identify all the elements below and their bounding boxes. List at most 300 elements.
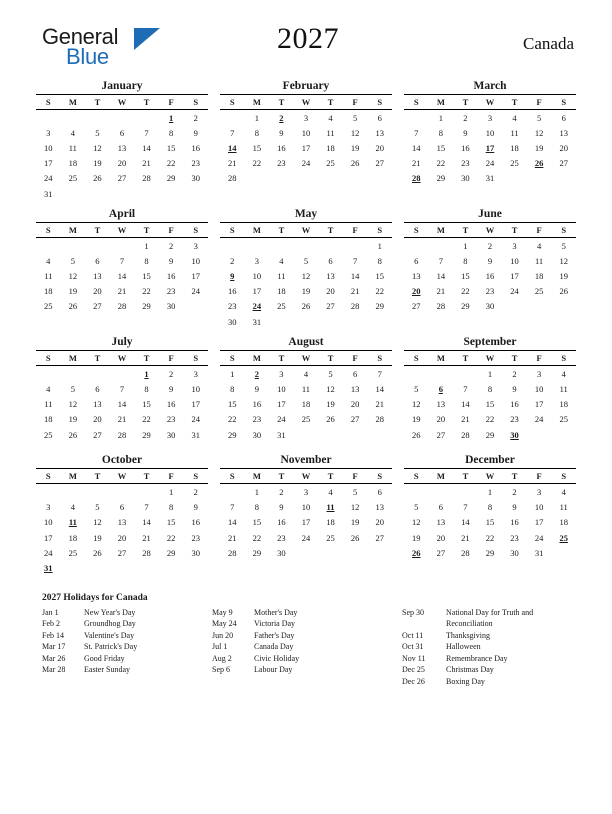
- calendar-day[interactable]: 28: [117, 429, 127, 440]
- calendar-day[interactable]: 21: [117, 286, 127, 297]
- calendar-day[interactable]: 28: [436, 301, 446, 312]
- calendar-day[interactable]: 31: [44, 188, 53, 199]
- calendar-day[interactable]: 12: [93, 142, 102, 153]
- calendar-day[interactable]: 18: [326, 517, 335, 528]
- calendar-day-holiday[interactable]: 20: [412, 286, 421, 297]
- calendar-day[interactable]: 27: [117, 173, 127, 184]
- calendar-day[interactable]: 14: [142, 517, 151, 528]
- calendar-day[interactable]: 20: [93, 286, 102, 297]
- calendar-day[interactable]: 25: [277, 301, 286, 312]
- calendar-day[interactable]: 24: [301, 532, 311, 543]
- calendar-day[interactable]: 10: [252, 271, 262, 282]
- calendar-day[interactable]: 17: [44, 158, 53, 169]
- calendar-day[interactable]: 7: [438, 255, 443, 266]
- calendar-day[interactable]: 27: [350, 414, 360, 425]
- calendar-day[interactable]: 9: [487, 255, 493, 266]
- calendar-day[interactable]: 21: [461, 532, 470, 543]
- calendar-day[interactable]: 1: [463, 240, 468, 251]
- calendar-day-holiday[interactable]: 26: [412, 547, 421, 558]
- calendar-day[interactable]: 17: [277, 399, 286, 410]
- calendar-day[interactable]: 28: [461, 547, 470, 558]
- calendar-day[interactable]: 28: [350, 301, 360, 312]
- calendar-day[interactable]: 2: [463, 112, 468, 123]
- calendar-day[interactable]: 25: [559, 414, 568, 425]
- calendar-day[interactable]: 15: [142, 399, 151, 410]
- calendar-day[interactable]: 9: [254, 384, 259, 395]
- calendar-day[interactable]: 13: [93, 399, 102, 410]
- calendar-day[interactable]: 10: [191, 384, 200, 395]
- calendar-day[interactable]: 20: [375, 517, 384, 528]
- calendar-day[interactable]: 5: [70, 384, 75, 395]
- calendar-day[interactable]: 24: [485, 158, 495, 169]
- calendar-day[interactable]: 19: [68, 286, 78, 297]
- calendar-day[interactable]: 13: [326, 271, 335, 282]
- calendar-day[interactable]: 4: [279, 255, 284, 266]
- calendar-day[interactable]: 14: [117, 399, 127, 410]
- calendar-day[interactable]: 9: [168, 384, 174, 395]
- calendar-day[interactable]: 21: [117, 414, 127, 425]
- calendar-day[interactable]: 27: [93, 429, 102, 440]
- calendar-day[interactable]: 24: [191, 414, 200, 425]
- calendar-day[interactable]: 4: [536, 240, 542, 251]
- calendar-day-holiday[interactable]: 6: [438, 384, 443, 395]
- calendar-day[interactable]: 2: [512, 486, 517, 497]
- calendar-day[interactable]: 6: [414, 255, 419, 266]
- calendar-day[interactable]: 11: [535, 255, 544, 266]
- calendar-day[interactable]: 19: [326, 399, 335, 410]
- calendar-day[interactable]: 19: [93, 532, 102, 543]
- calendar-day[interactable]: 26: [350, 158, 360, 169]
- calendar-day[interactable]: 24: [534, 414, 544, 425]
- calendar-day[interactable]: 19: [559, 271, 568, 282]
- calendar-day[interactable]: 22: [461, 286, 470, 297]
- calendar-day[interactable]: 15: [436, 142, 446, 153]
- calendar-day[interactable]: 29: [142, 429, 151, 440]
- calendar-day[interactable]: 11: [559, 502, 568, 513]
- calendar-day[interactable]: 8: [487, 502, 493, 513]
- calendar-day[interactable]: 20: [436, 532, 446, 543]
- calendar-day[interactable]: 4: [512, 112, 517, 123]
- calendar-day[interactable]: 7: [352, 255, 358, 266]
- calendar-day[interactable]: 13: [412, 271, 421, 282]
- calendar-day[interactable]: 27: [375, 158, 384, 169]
- calendar-day[interactable]: 16: [252, 399, 262, 410]
- calendar-day[interactable]: 4: [46, 255, 51, 266]
- calendar-day[interactable]: 29: [228, 429, 237, 440]
- calendar-day[interactable]: 26: [301, 301, 311, 312]
- calendar-day[interactable]: 26: [350, 532, 360, 543]
- calendar-day[interactable]: 9: [168, 255, 174, 266]
- calendar-day[interactable]: 28: [142, 547, 151, 558]
- calendar-day[interactable]: 25: [68, 173, 78, 184]
- calendar-day-holiday[interactable]: 31: [44, 562, 53, 573]
- calendar-day[interactable]: 20: [117, 532, 127, 543]
- calendar-day[interactable]: 17: [44, 532, 53, 543]
- calendar-day[interactable]: 15: [252, 142, 262, 153]
- calendar-day-holiday[interactable]: 26: [534, 158, 544, 169]
- calendar-day[interactable]: 7: [230, 502, 235, 513]
- calendar-day[interactable]: 29: [485, 547, 495, 558]
- calendar-day[interactable]: 12: [534, 127, 544, 138]
- calendar-day[interactable]: 5: [561, 240, 566, 251]
- calendar-day[interactable]: 10: [191, 255, 200, 266]
- calendar-day[interactable]: 6: [352, 368, 358, 379]
- calendar-day[interactable]: 13: [375, 127, 384, 138]
- calendar-day[interactable]: 8: [230, 384, 235, 395]
- calendar-day[interactable]: 26: [559, 286, 568, 297]
- calendar-day[interactable]: 26: [326, 414, 335, 425]
- calendar-day[interactable]: 2: [168, 240, 174, 251]
- calendar-day[interactable]: 7: [377, 368, 382, 379]
- calendar-day-holiday[interactable]: 2: [254, 368, 259, 379]
- calendar-day[interactable]: 20: [326, 286, 335, 297]
- calendar-day[interactable]: 10: [44, 517, 53, 528]
- calendar-day[interactable]: 13: [436, 399, 446, 410]
- calendar-day[interactable]: 19: [93, 158, 102, 169]
- calendar-day[interactable]: 23: [277, 158, 286, 169]
- calendar-day[interactable]: 1: [168, 486, 174, 497]
- calendar-day[interactable]: 1: [144, 240, 149, 251]
- calendar-day[interactable]: 21: [142, 532, 151, 543]
- calendar-day[interactable]: 24: [534, 532, 544, 543]
- calendar-day[interactable]: 3: [487, 112, 493, 123]
- calendar-day[interactable]: 8: [487, 384, 493, 395]
- calendar-day[interactable]: 3: [303, 112, 309, 123]
- calendar-day[interactable]: 22: [252, 532, 262, 543]
- calendar-day[interactable]: 22: [166, 158, 176, 169]
- calendar-day[interactable]: 11: [559, 384, 568, 395]
- calendar-day[interactable]: 5: [536, 112, 542, 123]
- calendar-day[interactable]: 5: [95, 502, 100, 513]
- calendar-day[interactable]: 10: [534, 384, 544, 395]
- calendar-day[interactable]: 18: [301, 399, 311, 410]
- calendar-day[interactable]: 4: [328, 112, 333, 123]
- calendar-day[interactable]: 25: [68, 547, 78, 558]
- calendar-day[interactable]: 8: [254, 127, 259, 138]
- calendar-day[interactable]: 21: [461, 414, 470, 425]
- calendar-day[interactable]: 19: [350, 142, 360, 153]
- calendar-day[interactable]: 30: [510, 547, 519, 558]
- calendar-day[interactable]: 17: [534, 399, 544, 410]
- calendar-day[interactable]: 5: [352, 112, 358, 123]
- calendar-day[interactable]: 11: [326, 127, 335, 138]
- calendar-day[interactable]: 23: [485, 286, 495, 297]
- calendar-day[interactable]: 5: [352, 486, 358, 497]
- calendar-day[interactable]: 17: [510, 271, 519, 282]
- calendar-day[interactable]: 31: [191, 429, 200, 440]
- calendar-day[interactable]: 13: [559, 127, 568, 138]
- calendar-day[interactable]: 15: [228, 399, 237, 410]
- calendar-day[interactable]: 15: [252, 517, 262, 528]
- calendar-day[interactable]: 6: [95, 384, 100, 395]
- calendar-day[interactable]: 2: [487, 240, 493, 251]
- calendar-day[interactable]: 17: [191, 271, 200, 282]
- calendar-day[interactable]: 13: [117, 142, 127, 153]
- calendar-day[interactable]: 23: [191, 532, 200, 543]
- calendar-day[interactable]: 16: [166, 271, 176, 282]
- calendar-day[interactable]: 6: [95, 255, 100, 266]
- calendar-day[interactable]: 12: [350, 127, 360, 138]
- calendar-day[interactable]: 13: [117, 517, 127, 528]
- calendar-day[interactable]: 16: [461, 142, 470, 153]
- calendar-day[interactable]: 12: [559, 255, 568, 266]
- calendar-day[interactable]: 7: [414, 127, 419, 138]
- calendar-day[interactable]: 4: [561, 368, 566, 379]
- calendar-day[interactable]: 5: [328, 368, 333, 379]
- calendar-day[interactable]: 30: [252, 429, 262, 440]
- calendar-day[interactable]: 22: [436, 158, 446, 169]
- calendar-day[interactable]: 19: [412, 532, 421, 543]
- calendar-day[interactable]: 25: [326, 158, 335, 169]
- calendar-day[interactable]: 18: [68, 532, 78, 543]
- calendar-day[interactable]: 5: [414, 502, 419, 513]
- calendar-day[interactable]: 26: [68, 429, 78, 440]
- calendar-day[interactable]: 29: [252, 547, 262, 558]
- calendar-day[interactable]: 25: [301, 414, 311, 425]
- calendar-day[interactable]: 20: [350, 399, 360, 410]
- calendar-day[interactable]: 23: [191, 158, 200, 169]
- calendar-day[interactable]: 21: [436, 286, 446, 297]
- calendar-day[interactable]: 23: [252, 414, 262, 425]
- calendar-day[interactable]: 5: [95, 127, 100, 138]
- calendar-day[interactable]: 6: [377, 112, 382, 123]
- calendar-day[interactable]: 10: [44, 142, 53, 153]
- calendar-day[interactable]: 10: [301, 502, 311, 513]
- calendar-day[interactable]: 6: [377, 486, 382, 497]
- calendar-day[interactable]: 7: [463, 384, 468, 395]
- calendar-day[interactable]: 26: [93, 173, 102, 184]
- calendar-day[interactable]: 30: [485, 301, 495, 312]
- calendar-day[interactable]: 20: [93, 414, 102, 425]
- calendar-day[interactable]: 4: [561, 486, 566, 497]
- calendar-day[interactable]: 15: [485, 399, 495, 410]
- calendar-day[interactable]: 30: [228, 316, 237, 327]
- calendar-day[interactable]: 23: [228, 301, 237, 312]
- calendar-day[interactable]: 25: [510, 158, 519, 169]
- calendar-day[interactable]: 14: [375, 384, 384, 395]
- calendar-day[interactable]: 9: [512, 502, 517, 513]
- calendar-day[interactable]: 18: [559, 399, 568, 410]
- calendar-day[interactable]: 28: [228, 547, 237, 558]
- calendar-day[interactable]: 27: [436, 429, 446, 440]
- calendar-day[interactable]: 5: [414, 384, 419, 395]
- calendar-day[interactable]: 10: [510, 255, 519, 266]
- calendar-day[interactable]: 30: [461, 173, 470, 184]
- calendar-day[interactable]: 25: [44, 429, 53, 440]
- calendar-day[interactable]: 2: [168, 368, 174, 379]
- calendar-day[interactable]: 15: [375, 271, 384, 282]
- calendar-day[interactable]: 24: [44, 173, 53, 184]
- calendar-day[interactable]: 2: [279, 486, 284, 497]
- calendar-day[interactable]: 18: [44, 414, 53, 425]
- calendar-day[interactable]: 17: [301, 517, 311, 528]
- calendar-day[interactable]: 24: [301, 158, 311, 169]
- calendar-day[interactable]: 12: [93, 517, 102, 528]
- calendar-day[interactable]: 28: [117, 301, 127, 312]
- calendar-day[interactable]: 22: [485, 532, 495, 543]
- calendar-day-holiday[interactable]: 9: [230, 271, 235, 282]
- calendar-day[interactable]: 15: [142, 271, 151, 282]
- calendar-day[interactable]: 30: [166, 301, 176, 312]
- calendar-day[interactable]: 27: [326, 301, 335, 312]
- calendar-day[interactable]: 7: [144, 502, 149, 513]
- calendar-day[interactable]: 10: [301, 127, 311, 138]
- calendar-day[interactable]: 28: [461, 429, 470, 440]
- calendar-day[interactable]: 2: [193, 486, 198, 497]
- calendar-day[interactable]: 16: [510, 517, 519, 528]
- calendar-day[interactable]: 10: [534, 502, 544, 513]
- calendar-day[interactable]: 14: [461, 517, 470, 528]
- calendar-day[interactable]: 24: [191, 286, 200, 297]
- calendar-day-holiday[interactable]: 17: [485, 142, 495, 153]
- calendar-day[interactable]: 16: [277, 517, 286, 528]
- calendar-day[interactable]: 3: [536, 486, 542, 497]
- calendar-day[interactable]: 31: [252, 316, 262, 327]
- calendar-day[interactable]: 3: [46, 502, 51, 513]
- calendar-day[interactable]: 25: [326, 532, 335, 543]
- calendar-day[interactable]: 3: [512, 240, 517, 251]
- calendar-day[interactable]: 19: [534, 142, 544, 153]
- calendar-day[interactable]: 10: [277, 384, 286, 395]
- calendar-day[interactable]: 7: [230, 127, 235, 138]
- calendar-day[interactable]: 6: [561, 112, 566, 123]
- calendar-day[interactable]: 8: [144, 255, 149, 266]
- calendar-day[interactable]: 14: [461, 399, 470, 410]
- calendar-day[interactable]: 8: [254, 502, 259, 513]
- calendar-day-holiday[interactable]: 14: [228, 142, 237, 153]
- calendar-day[interactable]: 8: [168, 127, 174, 138]
- calendar-day[interactable]: 25: [534, 286, 544, 297]
- calendar-day[interactable]: 1: [230, 368, 235, 379]
- calendar-day[interactable]: 9: [463, 127, 468, 138]
- calendar-day[interactable]: 12: [326, 384, 335, 395]
- calendar-day[interactable]: 13: [375, 502, 384, 513]
- calendar-day[interactable]: 16: [277, 142, 286, 153]
- calendar-day[interactable]: 5: [303, 255, 309, 266]
- calendar-day[interactable]: 3: [536, 368, 542, 379]
- calendar-day[interactable]: 14: [412, 142, 421, 153]
- calendar-day[interactable]: 26: [93, 547, 102, 558]
- calendar-day[interactable]: 11: [44, 271, 53, 282]
- calendar-day[interactable]: 20: [436, 414, 446, 425]
- calendar-day[interactable]: 10: [485, 127, 495, 138]
- calendar-day[interactable]: 18: [68, 158, 78, 169]
- calendar-day[interactable]: 18: [559, 517, 568, 528]
- calendar-day[interactable]: 13: [93, 271, 102, 282]
- calendar-day[interactable]: 12: [68, 271, 78, 282]
- calendar-day[interactable]: 3: [254, 255, 259, 266]
- calendar-day[interactable]: 18: [44, 286, 53, 297]
- calendar-day[interactable]: 1: [377, 240, 382, 251]
- calendar-day-holiday[interactable]: 11: [68, 517, 77, 528]
- calendar-day[interactable]: 23: [166, 414, 176, 425]
- calendar-day[interactable]: 9: [279, 127, 284, 138]
- calendar-day[interactable]: 22: [485, 414, 495, 425]
- calendar-day[interactable]: 27: [559, 158, 568, 169]
- calendar-day[interactable]: 6: [438, 502, 443, 513]
- calendar-day[interactable]: 9: [193, 502, 198, 513]
- calendar-day[interactable]: 7: [463, 502, 468, 513]
- calendar-day[interactable]: 18: [277, 286, 286, 297]
- calendar-day[interactable]: 21: [412, 158, 421, 169]
- calendar-day[interactable]: 27: [412, 301, 421, 312]
- calendar-day[interactable]: 15: [166, 517, 176, 528]
- calendar-day[interactable]: 12: [412, 399, 421, 410]
- calendar-day[interactable]: 29: [375, 301, 384, 312]
- calendar-day[interactable]: 21: [375, 399, 384, 410]
- calendar-day[interactable]: 7: [119, 255, 125, 266]
- calendar-day[interactable]: 6: [119, 127, 125, 138]
- calendar-day[interactable]: 23: [166, 286, 176, 297]
- calendar-day[interactable]: 24: [277, 414, 286, 425]
- calendar-day[interactable]: 7: [144, 127, 149, 138]
- calendar-day[interactable]: 13: [436, 517, 446, 528]
- calendar-day[interactable]: 17: [252, 286, 262, 297]
- calendar-day[interactable]: 29: [485, 429, 495, 440]
- calendar-day[interactable]: 8: [144, 384, 149, 395]
- calendar-day[interactable]: 15: [461, 271, 470, 282]
- calendar-day[interactable]: 4: [328, 486, 333, 497]
- calendar-day[interactable]: 11: [301, 384, 311, 395]
- calendar-day[interactable]: 29: [461, 301, 470, 312]
- calendar-day[interactable]: 28: [375, 414, 384, 425]
- calendar-day[interactable]: 4: [303, 368, 309, 379]
- calendar-day[interactable]: 18: [510, 142, 519, 153]
- calendar-day[interactable]: 29: [142, 301, 151, 312]
- calendar-day[interactable]: 16: [166, 399, 176, 410]
- calendar-day[interactable]: 14: [436, 271, 446, 282]
- calendar-day[interactable]: 9: [279, 502, 284, 513]
- calendar-day[interactable]: 4: [46, 384, 51, 395]
- calendar-day[interactable]: 22: [142, 414, 151, 425]
- calendar-day[interactable]: 17: [534, 517, 544, 528]
- calendar-day-holiday[interactable]: 30: [510, 429, 519, 440]
- calendar-day[interactable]: 15: [485, 517, 495, 528]
- calendar-day[interactable]: 30: [191, 173, 200, 184]
- calendar-day[interactable]: 2: [230, 255, 235, 266]
- calendar-day[interactable]: 23: [277, 532, 286, 543]
- calendar-day-holiday[interactable]: 11: [326, 502, 335, 513]
- calendar-day[interactable]: 28: [228, 173, 237, 184]
- calendar-day[interactable]: 22: [166, 532, 176, 543]
- calendar-day[interactable]: 16: [191, 517, 200, 528]
- calendar-day[interactable]: 4: [70, 502, 75, 513]
- calendar-day[interactable]: 3: [303, 486, 309, 497]
- calendar-day[interactable]: 8: [377, 255, 382, 266]
- calendar-day[interactable]: 6: [328, 255, 333, 266]
- calendar-day[interactable]: 31: [485, 173, 495, 184]
- calendar-day[interactable]: 22: [228, 414, 237, 425]
- calendar-day[interactable]: 14: [228, 517, 237, 528]
- calendar-day[interactable]: 28: [142, 173, 151, 184]
- calendar-day[interactable]: 23: [510, 532, 519, 543]
- calendar-day[interactable]: 16: [485, 271, 495, 282]
- calendar-day[interactable]: 15: [166, 142, 176, 153]
- calendar-day[interactable]: 2: [193, 112, 198, 123]
- calendar-day[interactable]: 5: [70, 255, 75, 266]
- calendar-day[interactable]: 24: [510, 286, 519, 297]
- calendar-day[interactable]: 23: [461, 158, 470, 169]
- calendar-day[interactable]: 27: [436, 547, 446, 558]
- calendar-day-holiday[interactable]: 1: [168, 112, 174, 123]
- calendar-day[interactable]: 23: [510, 414, 519, 425]
- calendar-day[interactable]: 22: [375, 286, 384, 297]
- calendar-day[interactable]: 30: [191, 547, 200, 558]
- calendar-day[interactable]: 16: [510, 399, 519, 410]
- calendar-day[interactable]: 11: [44, 399, 53, 410]
- calendar-day[interactable]: 19: [350, 517, 360, 528]
- calendar-day[interactable]: 29: [436, 173, 446, 184]
